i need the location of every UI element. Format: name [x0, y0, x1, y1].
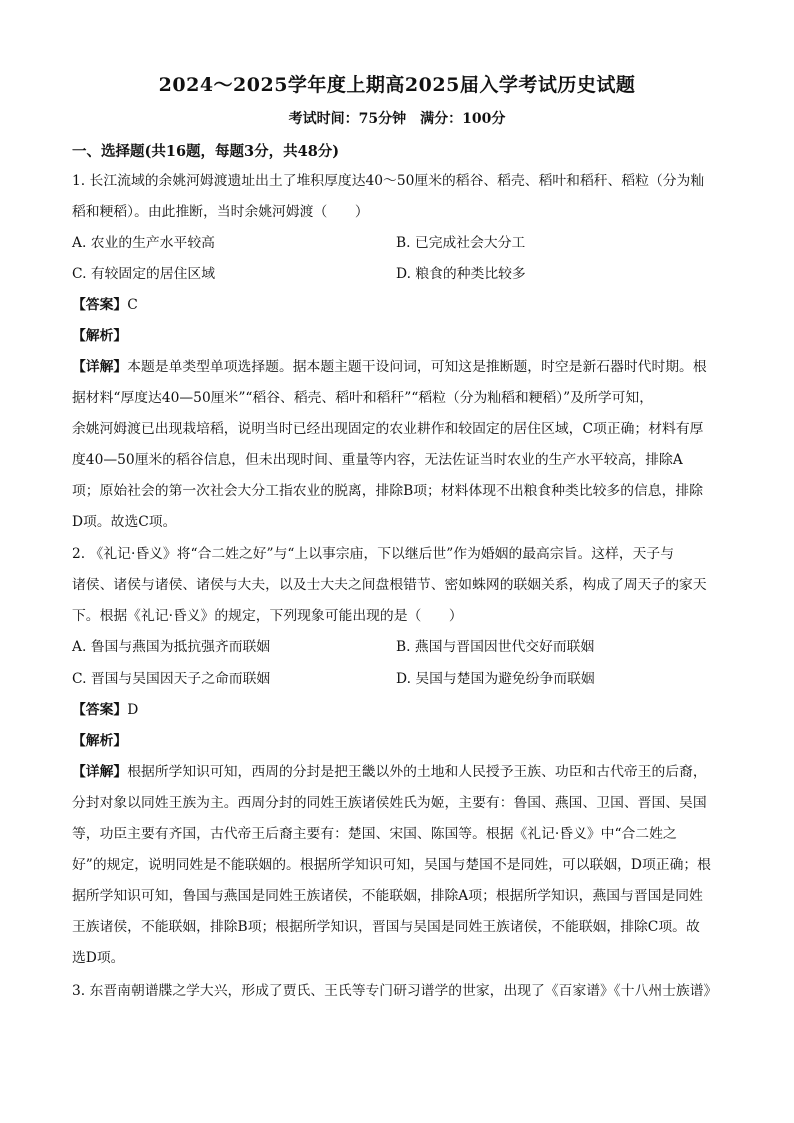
q2-stem-line: 2. 《礼记·昏义》将“合二姓之好”与“上以事宗庙，下以继后世”作为婚姻的最高宗旨。这样，天子与 — [72, 546, 675, 562]
q2-answer: D — [127, 702, 139, 718]
q3-stem-line: 3. 东晋南朝谱牒之学大兴，形成了贾氏、王氏等专门研习谱学的世家，出现了《百家谱》《十八州士族谱》 — [72, 983, 718, 999]
q2-option-b: B. 燕国与晋国因世代交好而联姻 — [396, 639, 595, 655]
section-heading: 一、选择题(共16题，每题3分，共48分) — [72, 143, 340, 160]
detail-tag: 【详解】 — [72, 359, 128, 375]
q2-detail-line: 据所学知识可知，鲁国与燕国是同姓王族诸侯，不能联姻，排除A项；根据所学知识，燕国与晋国是同姓 — [72, 888, 703, 904]
q1-stem-line: 1. 长江流域的余姚河姆渡遗址出土了堆积厚度达40～50厘米的稻谷、稻壳、稻叶和稻秆、稻粒（分为籼 — [72, 173, 705, 189]
q1-answer-line — [72, 295, 722, 315]
q1-detail-line: 项；原始社会的第一次社会大分工指农业的脱离，排除B项；材料体现不出粮食种类比较多的信息，排除 — [72, 483, 703, 499]
q1-analysis-tag: 【解析】 — [72, 328, 128, 344]
q1-option-d: D. 粮食的种类比较多 — [396, 266, 526, 282]
q2-detail-line: 等，功臣主要有齐国，古代帝王后裔主要有：楚国、宋国、陈国等。根据《礼记·昏义》中“合二姓之 — [72, 826, 677, 842]
q2-detail-line: 选D项。 — [72, 950, 125, 966]
q2-stem-line: 诸侯、诸侯与诸侯、诸侯与大夫，以及士大夫之间盘根错节、密如蛛网的联姻关系，构成了周天子的家天 — [72, 577, 707, 593]
q2-detail-line: 王族诸侯，不能联姻，排除B项；根据所学知识，晋国与吴国是同姓王族诸侯，不能联姻，排除C项。故 — [72, 919, 700, 935]
q2-option-c: C. 晋国与吴国因天子之命而联姻 — [72, 671, 271, 687]
q1-detail-line: 余姚河姆渡已出现栽培稻，说明当时已经出现固定的农业耕作和较固定的居住区域，C项正确；材料有厚 — [72, 421, 704, 437]
q1-detail-line: D项。故选C项。 — [72, 514, 177, 530]
exam-subtitle: 考试时间：75分钟 满分：100分 — [288, 111, 506, 127]
q2-detail-line: 好”的规定，说明同姓是不能联姻的。根据所学知识可知，吴国与楚国不是同姓，可以联姻，D项正确；根 — [72, 857, 711, 873]
q1-option-c: C. 有较固定的居住区域 — [72, 266, 216, 282]
q1-detail-line: 度40—50厘米的稻谷信息，但未出现时间、重量等内容，无法佐证当时农业的生产水平较高，排除A — [72, 452, 683, 468]
detail-tag: 【详解】 — [72, 764, 128, 780]
q1-option-b: B. 已完成社会大分工 — [396, 235, 526, 251]
q2-answer-line — [72, 700, 722, 720]
q2-detail-line: 【详解】根据所学知识可知，西周的分封是把王畿以外的土地和人民授予王族、功臣和古代帝王的后裔， — [72, 764, 707, 780]
answer-tag: 【答案】 — [72, 702, 128, 718]
q1-option-a: A. 农业的生产水平较高 — [72, 235, 215, 251]
q2-stem-line: 下。根据《礼记·昏义》的规定，下列现象可能出现的是（ ） — [72, 608, 463, 624]
q1-answer: C — [127, 297, 138, 313]
q2-detail-line: 分封对象以同姓王族为主。西周分封的同姓王族诸侯姓氏为姬，主要有：鲁国、燕国、卫国、晋国、吴国 — [72, 795, 707, 811]
exam-title: 2024～2025学年度上期高2025届入学考试历史试题 — [158, 74, 636, 96]
q2-option-a: A. 鲁国与燕国为抵抗强齐而联姻 — [72, 639, 271, 655]
answer-tag: 【答案】 — [72, 297, 128, 313]
q2-analysis-tag: 【解析】 — [72, 733, 128, 749]
q1-detail-line: 据材料“厚度达40—50厘米”“稻谷、稻壳、稻叶和稻秆”“稻粒（分为籼稻和粳稻）”及所学可知， — [72, 390, 654, 406]
q1-stem-line: 稻和粳稻）。由此推断，当时余姚河姆渡（ ） — [72, 204, 369, 220]
q2-option-d: D. 吴国与楚国为避免纷争而联姻 — [396, 671, 595, 687]
q1-detail-line: 【详解】本题是单类型单项选择题。据本题主题干设问词，可知这是推断题，时空是新石器时代时期。根 — [72, 359, 707, 375]
